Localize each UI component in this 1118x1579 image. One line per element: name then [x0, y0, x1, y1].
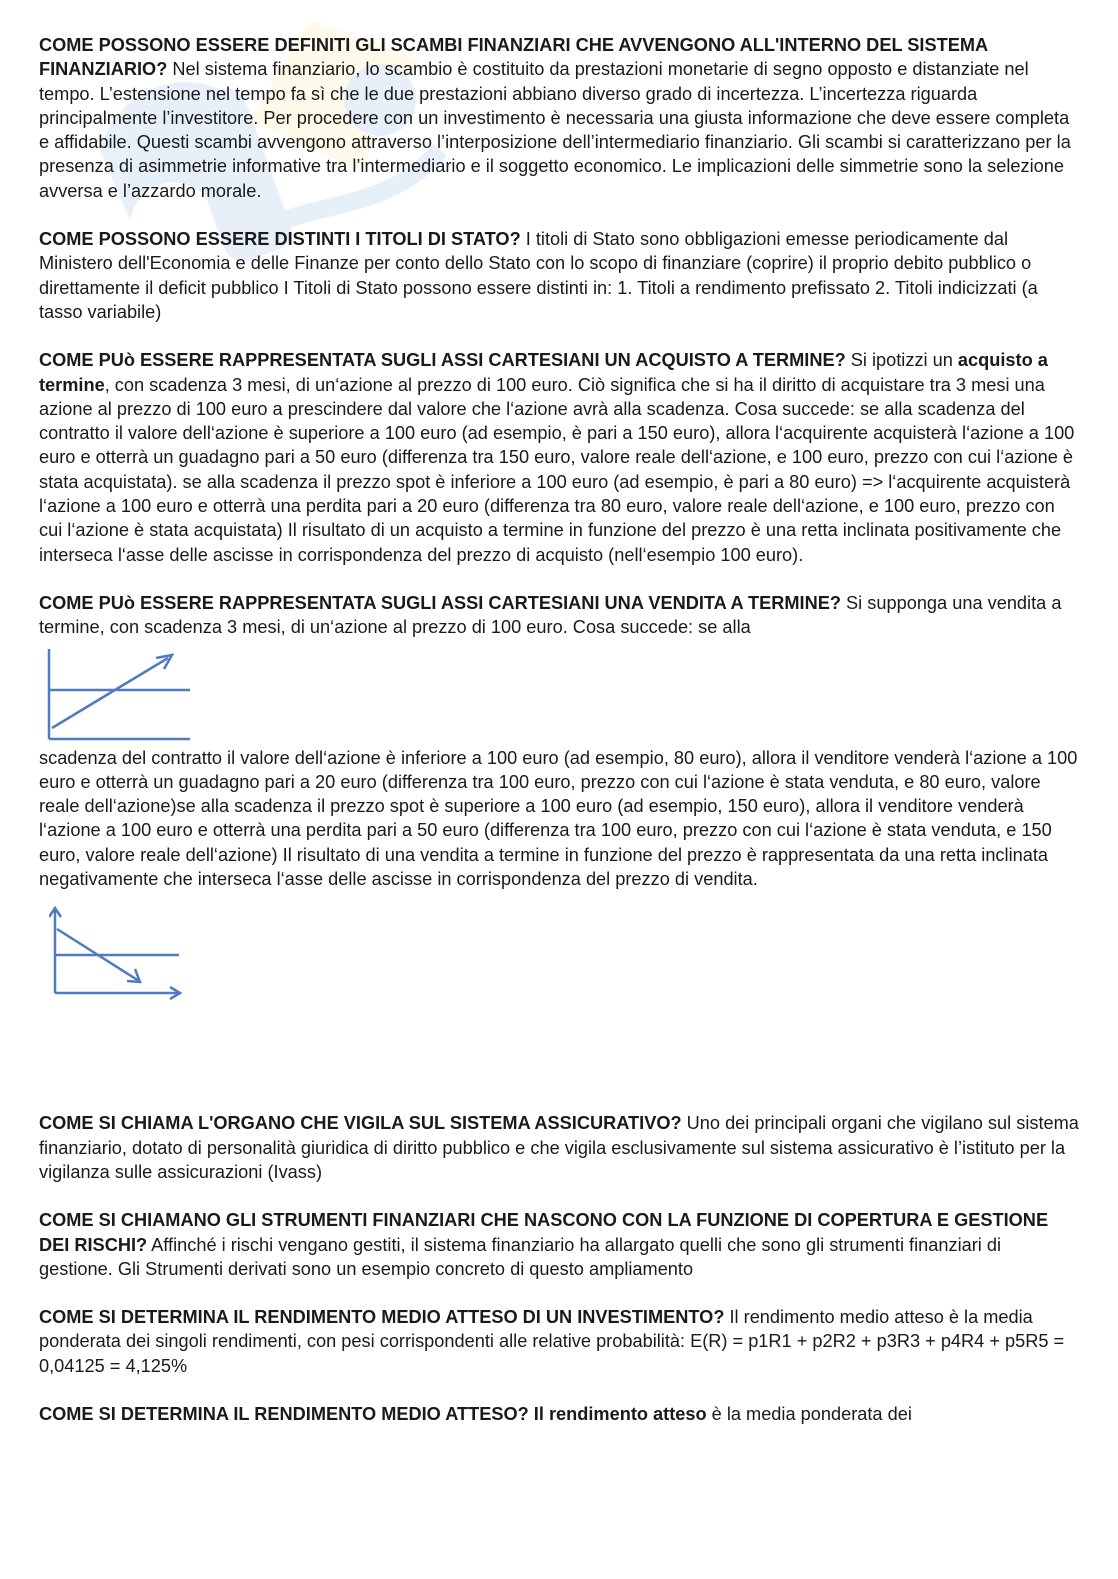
question-heading: COME POSSONO ESSERE DISTINTI I TITOLI DI STATO? [39, 229, 521, 250]
qa-item [39, 1305, 1079, 1378]
qa-item [39, 1402, 1079, 1426]
forward-sale-chart [49, 905, 184, 1001]
answer-text: Il rendimento medio atteso è la media ponderata dei singoli rendimenti, con pesi corrispondenti alle relative probabilità: E(R) = p1R1 + p2R2 + p3R3 + p4R4 + p5R5 = 0,04125 = 4,125% [39, 1307, 1065, 1376]
question-heading: COME SI CHIAMANO GLI STRUMENTI FINANZIARI CHE NASCONO CON LA FUNZIONE DI COPERTURA E GESTIONE DEI RISCHI? [39, 1210, 1049, 1255]
answer-text: , con scadenza 3 mesi, di un‘azione al prezzo di 100 euro. Ciò significa che si ha il diritto di acquistare tra 3 mesi una azione al prezzo di 100 euro a prescindere dal valore che l‘azione avrà alla scadenza. Cosa succede: se alla scadenza del contratto il valore dell‘azione è superiore a 100 euro (ad esempio, è pari a 150 euro), allora l‘acquirente acquisterà l‘azione a 100 euro e otterrà un guadagno pari a 50 euro (differenza tra 150 euro, valore reale dell‘azione, e 100 euro, prezzo con cui l‘azione è stata acquistata). se alla scadenza il prezzo spot è inferiore a 100 euro (ad esempio, è pari a 80 euro) => l‘acquirente acquisterà l‘azione a 100 euro e otterrà una perdita pari a 20 euro (differenza tra 80 euro, valore reale dell‘azione, e 100 euro, prezzo con cui l‘azione è stata acquistata) Il risultato di un acquisto a termine in funzione del prezzo è una retta inclinata positivamente che interseca l‘asse delle ascisse in corrispondenza del prezzo di acquisto (nell‘esempio 100 euro). [39, 374, 1075, 565]
question-heading: COME PUò ESSERE RAPPRESENTATA SUGLI ASSI CARTESIANI UNA VENDITA A TERMINE? [39, 592, 841, 613]
question-heading: COME PUò ESSERE RAPPRESENTATA SUGLI ASSI CARTESIANI UN ACQUISTO A TERMINE? [39, 350, 846, 371]
arrow-head-icon [156, 655, 172, 669]
question-heading: COME SI DETERMINA IL RENDIMENTO MEDIO ATTESO DI UN INVESTIMENTO? [39, 1307, 725, 1328]
answer-bold-term: Il rendimento atteso [533, 1403, 707, 1424]
answer-text: Uno dei principali organi che vigilano sul sistema finanziario, dotato di personalità giuridica di diritto pubblico e che vigila esclusivamente sul sistema assicurativo è l’istituto per la vigilanza sulle assicurazioni (Ivass) [39, 1113, 1079, 1182]
answer-text: scadenza del contratto il valore dell‘azione è inferiore a 100 euro (ad esempio, 80 euro), allora il venditore venderà l‘azione a 100 euro e otterrà un guadagno pari a 20 euro (differenza tra 100 euro, prezzo con cui l‘azione è stata venduta, e 80 euro, valore reale dell‘azione)se alla scadenza il prezzo spot è superiore a 100 euro (ad esempio, 150 euro), allora il venditore venderà l‘azione a 100 euro e otterrà una perdita pari a 50 euro (differenza tra 100 euro, prezzo con cui l‘azione è stata venduta, e 150 euro, valore reale dell‘azione) Il risultato di una vendita a termine in funzione del prezzo è rappresentata da una retta inclinata negativamente che interseca l‘asse delle ascisse in corrispondenza del prezzo di vendita. [39, 747, 1078, 890]
question-heading: COME SI CHIAMA L'ORGANO CHE VIGILA SUL SISTEMA ASSICURATIVO? [39, 1113, 682, 1134]
forward-purchase-chart [42, 646, 192, 742]
chart-payoff-line [52, 658, 168, 728]
answer-text: Si supponga una vendita a termine, con scadenza 3 mesi, di un‘azione al prezzo di 100 euro. Cosa succede: se alla [39, 592, 1062, 638]
answer-text: Affinché i rischi vengano gestiti, il sistema finanziario ha allargato quelli che sono gli strumenti finanziari di gestione. Gli Strumenti derivati sono un esempio concreto di questo ampliamento [39, 1234, 1002, 1279]
answer-text: Si ipotizzi un [845, 350, 958, 371]
qa-item [39, 1111, 1079, 1184]
question-heading: COME POSSONO ESSERE DEFINITI GLI SCAMBI FINANZIARI CHE AVVENGONO ALL'INTERNO DEL SISTEMA FINANZIARIO? [39, 35, 988, 80]
qa-item [39, 33, 1079, 203]
answer-text: Nel sistema finanziario, lo scambio è costituito da prestazioni monetarie di segno opposto e distanziate nel tempo. L’estensione nel tempo fa sì che le due prestazioni abbiano diverso grado di incertezza. L’incertezza riguarda principalmente l’investitore. Per procedere con un investimento è necessaria una giusta informazione che deve essere completa e affidabile. Questi scambi avvengono attraverso l’interposizione dell’intermediario finanziario. Gli scambi si caratterizzano per la presenza di asimmetrie informative tra l’intermediario e il soggetto economico. Le implicazioni delle simmetrie sono la selezione avversa e l’azzardo morale. [39, 59, 1071, 201]
document-page [39, 33, 1079, 1426]
qa-item [39, 227, 1079, 324]
answer-bold-term: acquisto a termine [39, 350, 1048, 395]
qa-item [39, 348, 1079, 567]
qa-item [39, 591, 1079, 1001]
answer-text: I titoli di Stato sono obbligazioni emesse periodicamente dal Ministero dell'Economia e delle Finanze per conto dello Stato con lo scopo di finanziare (coprire) il proprio debito pubblico o direttamente il deficit pubblico I Titoli di Stato possono essere distinti in: 1. Titoli a rendimento prefissato 2. Titoli indicizzati (a tasso variabile) [39, 229, 1038, 322]
answer-text: è la media ponderata dei [706, 1403, 912, 1424]
question-heading: COME SI DETERMINA IL RENDIMENTO MEDIO ATTESO? [39, 1403, 529, 1424]
qa-item [39, 1208, 1079, 1281]
